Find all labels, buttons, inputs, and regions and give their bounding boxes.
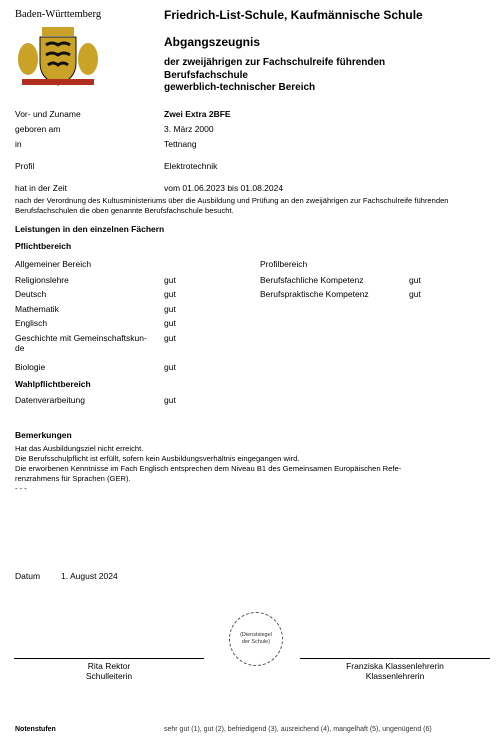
intro-text: nach der Verordnung des Kultusministeriums über die Ausbildung und Prüfung an den zweijährigen zur Fachschulreife führenden Berufsfachschulen die oben genannte Berufsfachschule besucht. — [15, 196, 449, 215]
subject-grade: gut — [164, 362, 176, 372]
subject-name: Religionslehre — [15, 275, 69, 285]
wahl-heading: Wahlpflichtbereich — [15, 379, 91, 389]
birthplace-label: in — [15, 139, 22, 149]
profile-value: Elektrotechnik — [164, 161, 218, 171]
subject-name: Geschichte mit Gemeinschaftskun- — [15, 333, 147, 343]
subject-grade: gut — [409, 289, 421, 299]
document-title: Abgangszeugnis — [164, 35, 261, 49]
remarks-line: Hat das Ausbildungsziel nicht erreicht. — [15, 444, 144, 453]
subject-name: Berufspraktische Kompetenz — [260, 289, 369, 299]
remarks-line: Die Berufsschulpflicht ist erfüllt, sofern kein Ausbildungsverhältnis eingegangen wird. — [15, 454, 300, 463]
subject-grade: gut — [164, 333, 176, 343]
subject-grade: gut — [164, 304, 176, 314]
subject-grade: gut — [164, 289, 176, 299]
document-subtitle — [164, 57, 464, 95]
subject-name: Berufsfachliche Kompetenz — [260, 275, 364, 285]
principal-role: Schulleiterin — [85, 671, 133, 681]
period-value: vom 01.06.2023 bis 01.08.2024 — [164, 183, 284, 193]
subject-name: Englisch — [15, 318, 48, 328]
date-value: 1. August 2024 — [61, 571, 118, 581]
teacher-name: Franziska Klassenlehrerin — [346, 661, 444, 671]
grade-scale: sehr gut (1), gut (2), befriedigend (3), ausreichend (4), mangelhaft (5), ungenügend (6) — [164, 726, 432, 733]
name-value: Zwei Extra 2BFE — [164, 109, 231, 119]
remarks-line: Die erworbenen Kenntnisse im Fach Englisch entsprechen dem Niveau B1 des Gemeinsamen Europäischen Refe- — [15, 464, 402, 473]
state-name: Baden-Württemberg — [15, 9, 102, 20]
subtitle-line: der zweijährigen zur Fachschulreife führenden — [164, 57, 386, 68]
seal-text: der Schule) — [241, 639, 271, 645]
born-label: geboren am — [15, 124, 61, 134]
subject-grade: gut — [164, 275, 176, 285]
signature-line-left — [14, 658, 204, 659]
profil-heading: Profilbereich — [260, 259, 308, 269]
allgemein-heading: Allgemeiner Bereich — [15, 259, 92, 269]
subject-grade: gut — [164, 395, 176, 405]
remarks-line: renzrahmens für Sprachen (GER). — [15, 474, 131, 483]
date-label: Datum — [15, 571, 41, 581]
coat-of-arms-icon — [14, 25, 102, 87]
name-label: Vor- und Zuname — [15, 109, 81, 119]
seal-text: (Dienstsiegel — [240, 632, 272, 638]
grade-scale-label: Notenstufen — [15, 726, 56, 733]
grades-heading: Leistungen in den einzelnen Fächern — [15, 224, 165, 234]
subject-grade: gut — [164, 318, 176, 328]
subject-name-continued: de — [15, 343, 25, 353]
subject-name: Mathematik — [15, 304, 59, 314]
teacher-role: Klassenlehrerin — [365, 671, 425, 681]
period-label: hat in der Zeit — [15, 183, 67, 193]
subject-grade: gut — [409, 275, 421, 285]
subtitle-line: gewerblich-technischer Bereich — [164, 82, 316, 93]
school-name: Friedrich-List-Schule, Kaufmännische Schule — [164, 8, 423, 22]
subject-name: Datenverarbeitung — [15, 395, 85, 405]
pflicht-heading: Pflichtbereich — [15, 241, 72, 251]
remarks-heading: Bemerkungen — [15, 430, 72, 440]
born-value: 3. März 2000 — [164, 124, 214, 134]
subject-name: Biologie — [15, 362, 46, 372]
official-seal — [229, 612, 283, 666]
birthplace-value: Tettnang — [164, 139, 197, 149]
profile-label: Profil — [15, 161, 35, 171]
subject-name: Deutsch — [15, 289, 47, 299]
principal-name: Rita Rektor — [87, 661, 131, 671]
remarks-line: - - - — [15, 484, 27, 493]
subtitle-line: Berufsfachschule — [164, 69, 248, 81]
signature-line-right — [300, 658, 490, 659]
